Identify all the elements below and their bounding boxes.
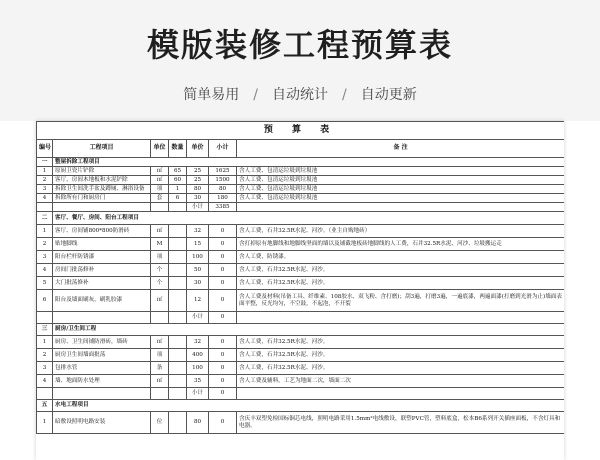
cell-remark: 含人工费及材料(吊备工具、纤维素、108胶水、双飞粉、含打磨)；刮3遍，打磨3遍，一遍底漆，两遍面漆(打磨到光滑为止)墙面表面平整，反光均匀，不空鼓，不起泡，不开裂 (237, 290, 565, 312)
cell-subtotal: 0 (209, 375, 237, 388)
table-row (37, 264, 565, 277)
cell-item: 拆除所有门和厨房门 (53, 194, 151, 203)
table-row (37, 336, 565, 349)
subtotal-label: 小计 (187, 312, 209, 324)
cell-item: 墙、地面防水处理 (53, 375, 151, 388)
cell-qty (169, 412, 187, 434)
cell-unit: ㎡ (151, 176, 169, 185)
cell-no: 5 (37, 277, 53, 290)
cell-item: 阳台及墙面刷灰，刷乳胶漆 (53, 290, 151, 312)
cell-remark: 含人工费，石井32.5R水泥、河沙。 (237, 362, 565, 375)
cell-price: 32 (187, 336, 209, 349)
cell-unit: 个 (151, 277, 169, 290)
cell-unit: 项 (151, 251, 169, 264)
cell-qty (169, 336, 187, 349)
table-row (37, 251, 565, 264)
cell-unit: ㎡ (151, 290, 169, 312)
cell-unit: ㎡ (151, 167, 169, 176)
cell-unit: ㎡ (151, 225, 169, 238)
cell-unit: 条 (151, 362, 169, 375)
subtotal-label: 小计 (187, 388, 209, 400)
section-row (37, 212, 565, 225)
subtotal-value: 3385 (209, 203, 237, 212)
cell-item: 包排水管 (53, 362, 151, 375)
cell-no: 6 (37, 290, 53, 312)
header-qty: 数量 (169, 140, 187, 158)
cell-subtotal: 0 (209, 349, 237, 362)
section-name: 厨房/卫生间工程 (53, 324, 565, 336)
header-subtotal: 小计 (209, 140, 237, 158)
subtotal-row (37, 388, 565, 400)
cell-qty (169, 349, 187, 362)
page-title: 模版装修工程预算表 (146, 26, 453, 64)
cell-no: 1 (37, 412, 53, 434)
cell-item: 原厨卫瓷片铲除 (53, 167, 151, 176)
table-row (37, 176, 565, 185)
header-item: 工程项目 (53, 140, 151, 158)
section-no: 五 (37, 400, 53, 412)
cell-qty: 1 (169, 185, 187, 194)
cell-subtotal: 80 (209, 185, 237, 194)
table-row (37, 375, 565, 388)
cell-no: 1 (37, 336, 53, 349)
cell-subtotal: 0 (209, 412, 237, 434)
cell-subtotal: 0 (209, 264, 237, 277)
cell-no: 1 (37, 225, 53, 238)
cell-qty: 60 (169, 176, 187, 185)
cell-remark: 含庆丰双塑免检国标铜芯电线，照明电路采用1.5mm²电线敷设，联塑PVC管，塑料底盒，松本B6系列开关插座面板，不含灯具和电器。 (237, 412, 565, 434)
subtotal-row (37, 203, 565, 212)
table-row (37, 194, 565, 203)
table-row (37, 277, 565, 290)
banner (0, 0, 600, 121)
cell-subtotal: 0 (209, 277, 237, 290)
cell-remark: 含人工费，石井32.5R水泥、河沙。（业主自购地砖） (237, 225, 565, 238)
cell-qty (169, 362, 187, 375)
cell-remark: 含人工费及辅料，工艺为地面二次，墙面二次 (237, 375, 565, 388)
cell-remark: 含人工费，防锈漆。 (237, 251, 565, 264)
cell-unit: 项 (151, 349, 169, 362)
cell-unit: M (151, 238, 169, 251)
section-name: 水电工程项目 (53, 400, 565, 412)
header-unit: 单位 (151, 140, 169, 158)
table-row (37, 167, 565, 176)
cell-remark: 含人工费、包清运垃圾到垃圾池 (237, 176, 565, 185)
cell-item: 贴地脚线 (53, 238, 151, 251)
subtotal-row (37, 312, 565, 324)
cell-price: 100 (187, 362, 209, 375)
cell-no: 4 (37, 264, 53, 277)
cell-remark: 含人工费、包清运垃圾到垃圾池 (237, 185, 565, 194)
cell-unit: 套 (151, 194, 169, 203)
tag-separator: / (342, 87, 347, 103)
cell-item: 厨房卫生间墙面批荡 (53, 349, 151, 362)
cell-item: 客厅、房间木地板和水泥铲除 (53, 176, 151, 185)
table-row (37, 185, 565, 194)
cell-price: 80 (187, 185, 209, 194)
subtotal-value: 0 (209, 312, 237, 324)
section-row (37, 400, 565, 412)
cell-item: 拆除卫生间洗手盆及蹲厕、淋浴设备 (53, 185, 151, 194)
cell-item: 厨房、卫生间铺防滑砖，墙砖 (53, 336, 151, 349)
cell-price: 80 (187, 412, 209, 434)
table-row (37, 225, 565, 238)
cell-no: 1 (37, 167, 53, 176)
cell-no: 2 (37, 238, 53, 251)
cell-remark: 含人工费，石井32.5R水泥、河沙。 (237, 349, 565, 362)
header-price: 单价 (187, 140, 209, 158)
cell-unit: 个 (151, 264, 169, 277)
cell-qty (169, 290, 187, 312)
cell-subtotal: 0 (209, 225, 237, 238)
subtotal-value: 0 (209, 388, 237, 400)
document-title-row (37, 122, 565, 140)
cell-unit: 位 (151, 412, 169, 434)
cell-price: 12 (187, 290, 209, 312)
section-no: 三 (37, 324, 53, 336)
cell-price: 35 (187, 375, 209, 388)
cell-subtotal: 0 (209, 362, 237, 375)
cell-remark: 含打掉原有地脚线和地脚线坚面的墙以及铺截地板砖地脚线的人工费，石井32.5R水泥、河沙、垃圾搬运走 (237, 238, 565, 251)
cell-unit: 项 (151, 185, 169, 194)
cell-qty: 65 (169, 167, 187, 176)
cell-item: 暗敷设照明电路安装 (53, 412, 151, 434)
budget-table (36, 121, 564, 434)
cell-subtotal: 0 (209, 251, 237, 264)
cell-price: 30 (187, 277, 209, 290)
subtotal-label: 小计 (187, 203, 209, 212)
cell-subtotal: 1500 (209, 176, 237, 185)
table-row (37, 362, 565, 375)
cell-qty (169, 264, 187, 277)
cell-qty (169, 225, 187, 238)
cell-qty: 6 (169, 194, 187, 203)
feature-tags (0, 84, 600, 104)
cell-price: 32 (187, 225, 209, 238)
section-row (37, 158, 565, 167)
section-no: 一 (37, 158, 53, 167)
cell-price: 100 (187, 251, 209, 264)
cell-item: 阳台栏杆防锈漆 (53, 251, 151, 264)
cell-item: 大门批荡修补 (53, 277, 151, 290)
cell-subtotal: 0 (209, 290, 237, 312)
cell-subtotal: 0 (209, 336, 237, 349)
cell-price: 25 (187, 176, 209, 185)
table-row (37, 412, 565, 434)
cell-price: 15 (187, 238, 209, 251)
cell-no: 3 (37, 362, 53, 375)
cell-remark: 含人工费，石井32.5R水泥、河沙。 (237, 277, 565, 290)
cell-no: 4 (37, 194, 53, 203)
cell-qty (169, 277, 187, 290)
cell-no: 3 (37, 251, 53, 264)
cell-unit: ㎡ (151, 336, 169, 349)
cell-remark: 含人工费，石井32.5R水泥、河沙。 (237, 336, 565, 349)
cell-price: 25 (187, 167, 209, 176)
table-row (37, 238, 565, 251)
cell-price: 400 (187, 349, 209, 362)
section-row (37, 324, 565, 336)
cell-no: 2 (37, 349, 53, 362)
cell-remark: 含人工费、包清运垃圾到垃圾池 (237, 194, 565, 203)
cell-unit: ㎡ (151, 375, 169, 388)
section-name: 整屋拆除工程项目 (53, 158, 565, 167)
cell-qty (169, 375, 187, 388)
header-no: 编号 (37, 140, 53, 158)
table-row (37, 290, 565, 312)
cell-no: 3 (37, 185, 53, 194)
cell-item: 房间门批荡修补 (53, 264, 151, 277)
cell-remark: 含人工费，石井32.5R水泥、河沙。 (237, 264, 565, 277)
section-no: 二 (37, 212, 53, 225)
document-title: 预 算 表 (37, 122, 565, 140)
tag-auto-stats: 自动统计 (272, 87, 328, 103)
cell-subtotal: 0 (209, 238, 237, 251)
cell-item: 客厅、房间铺800*800防滑砖 (53, 225, 151, 238)
spreadsheet-preview (36, 121, 564, 460)
cell-qty (169, 251, 187, 264)
tag-auto-update: 自动更新 (360, 87, 417, 103)
header-remark: 备 注 (237, 140, 565, 158)
table-row (37, 349, 565, 362)
tag-separator: / (253, 87, 258, 103)
cell-subtotal: 180 (209, 194, 237, 203)
section-name: 客厅、餐厅、房间、阳台工程项目 (53, 212, 565, 225)
cell-price: 30 (187, 194, 209, 203)
cell-subtotal: 1625 (209, 167, 237, 176)
cell-price: 50 (187, 264, 209, 277)
cell-no: 2 (37, 176, 53, 185)
cell-qty (169, 238, 187, 251)
cell-no: 4 (37, 375, 53, 388)
cell-remark: 含人工费、包清运垃圾到垃圾池 (237, 167, 565, 176)
tag-easy: 简单易用 (183, 87, 240, 103)
header-row (37, 140, 565, 158)
